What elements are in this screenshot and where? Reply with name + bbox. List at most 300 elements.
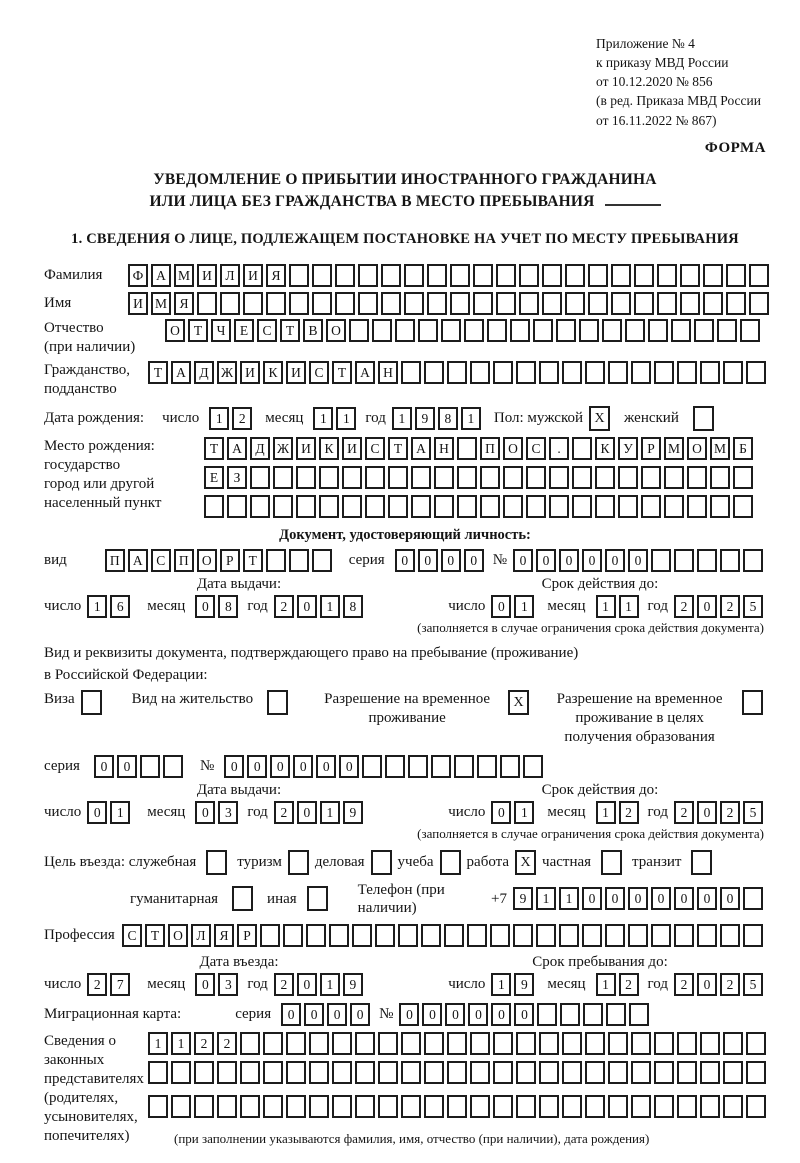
char-cell[interactable] xyxy=(289,292,309,315)
char-cell[interactable]: 2 xyxy=(274,801,294,824)
char-cell[interactable] xyxy=(375,924,395,947)
char-cell[interactable] xyxy=(503,495,523,518)
char-cell[interactable]: 3 xyxy=(218,801,238,824)
char-cell[interactable] xyxy=(342,466,362,489)
char-cell[interactable] xyxy=(283,924,303,947)
char-cell[interactable]: 0 xyxy=(605,887,625,910)
temp-residence-checkbox[interactable]: X xyxy=(508,690,529,715)
char-cell[interactable]: 1 xyxy=(536,887,556,910)
purpose-business-checkbox[interactable] xyxy=(371,850,392,875)
char-cell[interactable] xyxy=(309,1032,329,1055)
char-cell[interactable]: 0 xyxy=(117,755,137,778)
char-cell[interactable] xyxy=(447,361,467,384)
char-cell[interactable]: 1 xyxy=(514,801,534,824)
char-cell[interactable] xyxy=(674,924,694,947)
char-cell[interactable] xyxy=(240,1032,260,1055)
char-cell[interactable]: У xyxy=(618,437,638,460)
char-cell[interactable] xyxy=(309,1061,329,1084)
char-cell[interactable]: С xyxy=(526,437,546,460)
char-cell[interactable]: 9 xyxy=(513,887,533,910)
purpose-humanitarian-checkbox[interactable] xyxy=(232,886,253,911)
char-cell[interactable] xyxy=(700,1061,720,1084)
char-cell[interactable] xyxy=(266,292,286,315)
char-cell[interactable]: 0 xyxy=(559,549,579,572)
char-cell[interactable]: М xyxy=(664,437,684,460)
char-cell[interactable]: Р xyxy=(220,549,240,572)
char-cell[interactable] xyxy=(286,1095,306,1118)
char-cell[interactable]: Ч xyxy=(211,319,231,342)
char-cell[interactable]: 9 xyxy=(514,973,534,996)
char-cell[interactable] xyxy=(388,466,408,489)
char-cell[interactable] xyxy=(342,495,362,518)
char-cell[interactable] xyxy=(250,466,270,489)
char-cell[interactable] xyxy=(306,924,326,947)
char-cell[interactable] xyxy=(519,264,539,287)
char-cell[interactable]: Н xyxy=(434,437,454,460)
char-cell[interactable] xyxy=(490,924,510,947)
char-cell[interactable]: Е xyxy=(234,319,254,342)
char-cell[interactable]: 0 xyxy=(697,801,717,824)
char-cell[interactable] xyxy=(401,1061,421,1084)
char-cell[interactable]: 8 xyxy=(218,595,238,618)
char-cell[interactable] xyxy=(526,466,546,489)
char-cell[interactable] xyxy=(424,1095,444,1118)
char-cell[interactable] xyxy=(263,1061,283,1084)
char-cell[interactable] xyxy=(700,1032,720,1055)
char-cell[interactable] xyxy=(352,924,372,947)
char-cell[interactable] xyxy=(549,495,569,518)
char-cell[interactable] xyxy=(447,1061,467,1084)
char-cell[interactable] xyxy=(746,361,766,384)
char-cell[interactable] xyxy=(362,755,382,778)
char-cell[interactable] xyxy=(651,549,671,572)
char-cell[interactable]: 1 xyxy=(110,801,130,824)
char-cell[interactable] xyxy=(329,924,349,947)
char-cell[interactable] xyxy=(204,495,224,518)
char-cell[interactable] xyxy=(273,466,293,489)
char-cell[interactable] xyxy=(723,1061,743,1084)
char-cell[interactable] xyxy=(404,292,424,315)
char-cell[interactable]: 0 xyxy=(297,973,317,996)
char-cell[interactable] xyxy=(378,1061,398,1084)
char-cell[interactable]: 0 xyxy=(468,1003,488,1026)
char-cell[interactable]: 0 xyxy=(399,1003,419,1026)
char-cell[interactable] xyxy=(677,361,697,384)
char-cell[interactable] xyxy=(537,1003,557,1026)
char-cell[interactable] xyxy=(240,1061,260,1084)
char-cell[interactable] xyxy=(654,1095,674,1118)
char-cell[interactable] xyxy=(677,1061,697,1084)
char-cell[interactable]: 1 xyxy=(559,887,579,910)
char-cell[interactable]: О xyxy=(687,437,707,460)
char-cell[interactable]: О xyxy=(168,924,188,947)
char-cell[interactable] xyxy=(608,1095,628,1118)
char-cell[interactable]: 8 xyxy=(438,407,458,430)
char-cell[interactable] xyxy=(289,264,309,287)
char-cell[interactable] xyxy=(335,264,355,287)
char-cell[interactable]: Т xyxy=(243,549,263,572)
char-cell[interactable]: К xyxy=(263,361,283,384)
char-cell[interactable] xyxy=(565,264,585,287)
char-cell[interactable]: 2 xyxy=(194,1032,214,1055)
char-cell[interactable]: А xyxy=(171,361,191,384)
char-cell[interactable]: 0 xyxy=(94,755,114,778)
char-cell[interactable]: 1 xyxy=(514,595,534,618)
char-cell[interactable] xyxy=(312,549,332,572)
char-cell[interactable]: П xyxy=(174,549,194,572)
char-cell[interactable] xyxy=(749,264,769,287)
char-cell[interactable]: С xyxy=(257,319,277,342)
char-cell[interactable] xyxy=(319,466,339,489)
char-cell[interactable] xyxy=(335,292,355,315)
char-cell[interactable]: 2 xyxy=(87,973,107,996)
char-cell[interactable] xyxy=(536,924,556,947)
char-cell[interactable] xyxy=(703,292,723,315)
char-cell[interactable] xyxy=(260,924,280,947)
char-cell[interactable] xyxy=(332,1032,352,1055)
char-cell[interactable] xyxy=(431,755,451,778)
char-cell[interactable] xyxy=(480,466,500,489)
char-cell[interactable]: Е xyxy=(204,466,224,489)
char-cell[interactable]: 1 xyxy=(171,1032,191,1055)
char-cell[interactable]: 1 xyxy=(619,595,639,618)
char-cell[interactable] xyxy=(651,924,671,947)
char-cell[interactable] xyxy=(427,292,447,315)
char-cell[interactable] xyxy=(516,361,536,384)
char-cell[interactable] xyxy=(583,1003,603,1026)
char-cell[interactable] xyxy=(273,495,293,518)
char-cell[interactable]: Т xyxy=(145,924,165,947)
char-cell[interactable] xyxy=(296,466,316,489)
char-cell[interactable]: 0 xyxy=(513,549,533,572)
char-cell[interactable] xyxy=(286,1061,306,1084)
char-cell[interactable]: 9 xyxy=(415,407,435,430)
char-cell[interactable]: 5 xyxy=(743,973,763,996)
char-cell[interactable] xyxy=(743,924,763,947)
char-cell[interactable] xyxy=(641,495,661,518)
char-cell[interactable] xyxy=(358,264,378,287)
char-cell[interactable]: И xyxy=(342,437,362,460)
char-cell[interactable] xyxy=(467,924,487,947)
char-cell[interactable] xyxy=(395,319,415,342)
char-cell[interactable] xyxy=(457,437,477,460)
char-cell[interactable] xyxy=(664,495,684,518)
char-cell[interactable]: 0 xyxy=(514,1003,534,1026)
char-cell[interactable] xyxy=(720,924,740,947)
char-cell[interactable] xyxy=(687,466,707,489)
char-cell[interactable] xyxy=(631,361,651,384)
char-cell[interactable]: 0 xyxy=(297,801,317,824)
char-cell[interactable] xyxy=(549,466,569,489)
char-cell[interactable] xyxy=(717,319,737,342)
char-cell[interactable]: 0 xyxy=(464,549,484,572)
char-cell[interactable]: 0 xyxy=(418,549,438,572)
char-cell[interactable]: 0 xyxy=(316,755,336,778)
char-cell[interactable] xyxy=(680,292,700,315)
temp-residence-edu-checkbox[interactable] xyxy=(742,690,763,715)
char-cell[interactable] xyxy=(516,1095,536,1118)
char-cell[interactable] xyxy=(608,1061,628,1084)
char-cell[interactable] xyxy=(424,1032,444,1055)
char-cell[interactable] xyxy=(358,292,378,315)
char-cell[interactable] xyxy=(450,264,470,287)
char-cell[interactable]: 3 xyxy=(218,973,238,996)
char-cell[interactable]: Я xyxy=(174,292,194,315)
char-cell[interactable]: 2 xyxy=(619,801,639,824)
char-cell[interactable] xyxy=(447,1095,467,1118)
char-cell[interactable]: 1 xyxy=(87,595,107,618)
char-cell[interactable] xyxy=(401,1095,421,1118)
char-cell[interactable] xyxy=(674,549,694,572)
char-cell[interactable]: Л xyxy=(191,924,211,947)
char-cell[interactable] xyxy=(332,1061,352,1084)
char-cell[interactable] xyxy=(500,755,520,778)
char-cell[interactable] xyxy=(434,466,454,489)
char-cell[interactable] xyxy=(611,264,631,287)
char-cell[interactable] xyxy=(608,361,628,384)
char-cell[interactable] xyxy=(197,292,217,315)
char-cell[interactable] xyxy=(628,924,648,947)
char-cell[interactable]: 2 xyxy=(619,973,639,996)
char-cell[interactable] xyxy=(365,495,385,518)
char-cell[interactable] xyxy=(381,292,401,315)
char-cell[interactable]: 5 xyxy=(743,595,763,618)
char-cell[interactable] xyxy=(611,292,631,315)
char-cell[interactable] xyxy=(470,1095,490,1118)
char-cell[interactable] xyxy=(418,319,438,342)
char-cell[interactable]: 0 xyxy=(224,755,244,778)
char-cell[interactable] xyxy=(457,466,477,489)
char-cell[interactable] xyxy=(585,1095,605,1118)
char-cell[interactable]: 9 xyxy=(343,801,363,824)
char-cell[interactable]: Ж xyxy=(273,437,293,460)
char-cell[interactable] xyxy=(749,292,769,315)
char-cell[interactable] xyxy=(493,1095,513,1118)
char-cell[interactable] xyxy=(296,495,316,518)
char-cell[interactable]: 0 xyxy=(491,1003,511,1026)
char-cell[interactable] xyxy=(677,1032,697,1055)
char-cell[interactable] xyxy=(562,1095,582,1118)
char-cell[interactable] xyxy=(733,466,753,489)
char-cell[interactable]: 1 xyxy=(148,1032,168,1055)
char-cell[interactable] xyxy=(625,319,645,342)
char-cell[interactable]: 1 xyxy=(596,595,616,618)
char-cell[interactable]: 1 xyxy=(392,407,412,430)
char-cell[interactable] xyxy=(631,1061,651,1084)
char-cell[interactable] xyxy=(654,1061,674,1084)
char-cell[interactable] xyxy=(388,495,408,518)
char-cell[interactable] xyxy=(559,924,579,947)
char-cell[interactable]: П xyxy=(480,437,500,460)
char-cell[interactable] xyxy=(542,292,562,315)
char-cell[interactable]: 0 xyxy=(281,1003,301,1026)
char-cell[interactable] xyxy=(194,1095,214,1118)
char-cell[interactable]: 0 xyxy=(293,755,313,778)
char-cell[interactable] xyxy=(411,495,431,518)
purpose-private-checkbox[interactable] xyxy=(601,850,622,875)
char-cell[interactable] xyxy=(473,292,493,315)
char-cell[interactable] xyxy=(477,755,497,778)
char-cell[interactable] xyxy=(746,1032,766,1055)
char-cell[interactable] xyxy=(654,361,674,384)
char-cell[interactable] xyxy=(687,495,707,518)
char-cell[interactable]: 0 xyxy=(697,887,717,910)
char-cell[interactable] xyxy=(539,1061,559,1084)
char-cell[interactable] xyxy=(700,1095,720,1118)
char-cell[interactable]: С xyxy=(309,361,329,384)
char-cell[interactable]: А xyxy=(355,361,375,384)
char-cell[interactable] xyxy=(496,264,516,287)
char-cell[interactable] xyxy=(572,495,592,518)
char-cell[interactable]: И xyxy=(128,292,148,315)
char-cell[interactable] xyxy=(746,1095,766,1118)
char-cell[interactable] xyxy=(631,1095,651,1118)
char-cell[interactable] xyxy=(217,1095,237,1118)
char-cell[interactable] xyxy=(243,292,263,315)
char-cell[interactable] xyxy=(171,1061,191,1084)
char-cell[interactable] xyxy=(372,319,392,342)
char-cell[interactable]: 9 xyxy=(343,973,363,996)
char-cell[interactable] xyxy=(602,319,622,342)
char-cell[interactable] xyxy=(539,361,559,384)
char-cell[interactable]: И xyxy=(197,264,217,287)
char-cell[interactable]: И xyxy=(286,361,306,384)
char-cell[interactable]: 1 xyxy=(209,407,229,430)
char-cell[interactable]: Т xyxy=(188,319,208,342)
char-cell[interactable]: О xyxy=(503,437,523,460)
char-cell[interactable] xyxy=(657,264,677,287)
char-cell[interactable] xyxy=(641,466,661,489)
char-cell[interactable] xyxy=(470,1061,490,1084)
char-cell[interactable] xyxy=(250,495,270,518)
char-cell[interactable] xyxy=(309,1095,329,1118)
char-cell[interactable] xyxy=(723,1095,743,1118)
char-cell[interactable]: 0 xyxy=(350,1003,370,1026)
char-cell[interactable] xyxy=(710,466,730,489)
char-cell[interactable] xyxy=(513,924,533,947)
char-cell[interactable]: 2 xyxy=(217,1032,237,1055)
char-cell[interactable]: 2 xyxy=(674,973,694,996)
char-cell[interactable]: 1 xyxy=(461,407,481,430)
char-cell[interactable] xyxy=(562,1061,582,1084)
char-cell[interactable] xyxy=(595,466,615,489)
char-cell[interactable] xyxy=(240,1095,260,1118)
char-cell[interactable] xyxy=(493,1061,513,1084)
char-cell[interactable]: 6 xyxy=(110,595,130,618)
char-cell[interactable] xyxy=(562,361,582,384)
char-cell[interactable] xyxy=(585,361,605,384)
char-cell[interactable] xyxy=(671,319,691,342)
char-cell[interactable]: Т xyxy=(148,361,168,384)
char-cell[interactable]: Р xyxy=(237,924,257,947)
char-cell[interactable] xyxy=(493,361,513,384)
char-cell[interactable] xyxy=(743,887,763,910)
char-cell[interactable]: С xyxy=(151,549,171,572)
purpose-other-checkbox[interactable] xyxy=(307,886,328,911)
char-cell[interactable]: 0 xyxy=(651,887,671,910)
char-cell[interactable] xyxy=(194,1061,214,1084)
char-cell[interactable] xyxy=(473,264,493,287)
char-cell[interactable] xyxy=(398,924,418,947)
char-cell[interactable] xyxy=(217,1061,237,1084)
char-cell[interactable]: А xyxy=(151,264,171,287)
purpose-tourism-checkbox[interactable] xyxy=(288,850,309,875)
char-cell[interactable] xyxy=(378,1032,398,1055)
char-cell[interactable] xyxy=(421,924,441,947)
char-cell[interactable] xyxy=(605,924,625,947)
char-cell[interactable] xyxy=(378,1095,398,1118)
char-cell[interactable]: 0 xyxy=(247,755,267,778)
char-cell[interactable] xyxy=(539,1095,559,1118)
char-cell[interactable] xyxy=(480,495,500,518)
char-cell[interactable] xyxy=(631,1032,651,1055)
char-cell[interactable]: 0 xyxy=(422,1003,442,1026)
char-cell[interactable]: 0 xyxy=(628,549,648,572)
char-cell[interactable]: Т xyxy=(388,437,408,460)
char-cell[interactable]: 0 xyxy=(605,549,625,572)
char-cell[interactable]: Ж xyxy=(217,361,237,384)
char-cell[interactable]: 1 xyxy=(320,801,340,824)
char-cell[interactable]: 2 xyxy=(720,595,740,618)
char-cell[interactable] xyxy=(526,495,546,518)
char-cell[interactable]: 0 xyxy=(327,1003,347,1026)
char-cell[interactable] xyxy=(743,549,763,572)
char-cell[interactable]: 0 xyxy=(720,887,740,910)
char-cell[interactable] xyxy=(533,319,553,342)
char-cell[interactable] xyxy=(572,466,592,489)
char-cell[interactable] xyxy=(723,1032,743,1055)
char-cell[interactable] xyxy=(634,264,654,287)
char-cell[interactable]: 2 xyxy=(274,595,294,618)
char-cell[interactable]: 0 xyxy=(674,887,694,910)
char-cell[interactable] xyxy=(579,319,599,342)
char-cell[interactable] xyxy=(148,1095,168,1118)
char-cell[interactable]: В xyxy=(303,319,323,342)
char-cell[interactable] xyxy=(263,1095,283,1118)
char-cell[interactable]: 2 xyxy=(720,801,740,824)
char-cell[interactable] xyxy=(312,264,332,287)
char-cell[interactable] xyxy=(365,466,385,489)
char-cell[interactable] xyxy=(606,1003,626,1026)
char-cell[interactable] xyxy=(427,264,447,287)
char-cell[interactable] xyxy=(355,1061,375,1084)
char-cell[interactable] xyxy=(332,1095,352,1118)
char-cell[interactable]: 0 xyxy=(339,755,359,778)
char-cell[interactable]: 0 xyxy=(697,973,717,996)
char-cell[interactable] xyxy=(454,755,474,778)
char-cell[interactable]: И xyxy=(240,361,260,384)
char-cell[interactable]: 0 xyxy=(536,549,556,572)
char-cell[interactable]: 0 xyxy=(491,801,511,824)
char-cell[interactable]: А xyxy=(128,549,148,572)
char-cell[interactable]: Т xyxy=(204,437,224,460)
char-cell[interactable] xyxy=(726,264,746,287)
char-cell[interactable] xyxy=(710,495,730,518)
char-cell[interactable]: О xyxy=(326,319,346,342)
char-cell[interactable]: А xyxy=(227,437,247,460)
char-cell[interactable] xyxy=(424,361,444,384)
char-cell[interactable]: К xyxy=(595,437,615,460)
char-cell[interactable] xyxy=(470,1032,490,1055)
char-cell[interactable] xyxy=(648,319,668,342)
char-cell[interactable]: О xyxy=(197,549,217,572)
char-cell[interactable]: А xyxy=(411,437,431,460)
char-cell[interactable]: 2 xyxy=(232,407,252,430)
char-cell[interactable] xyxy=(496,292,516,315)
char-cell[interactable] xyxy=(355,1032,375,1055)
char-cell[interactable] xyxy=(266,549,286,572)
char-cell[interactable] xyxy=(703,264,723,287)
